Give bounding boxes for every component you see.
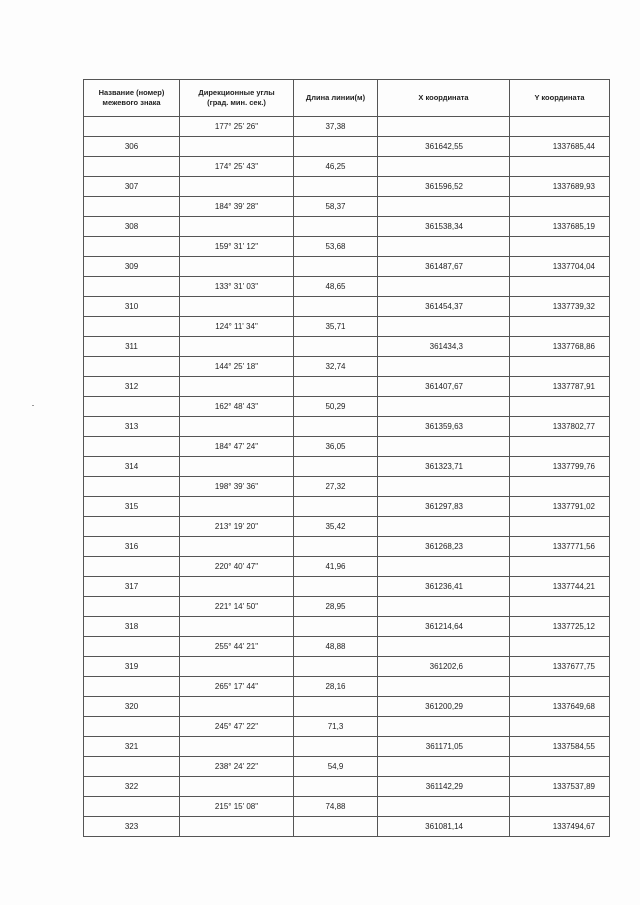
mark-name-cell: 321 [84,737,180,757]
mark-row [84,697,610,717]
segment-row [84,597,610,617]
line-length-cell [294,297,378,317]
x-coordinate-cell [378,437,510,457]
line-length-cell [294,137,378,157]
direction-angle-cell [180,137,294,157]
mark-name-cell: 318 [84,617,180,637]
x-coordinate-cell [378,597,510,617]
x-coordinate-cell [378,677,510,697]
direction-angle-cell [180,497,294,517]
mark-name-cell: 306 [84,137,180,157]
mark-row [84,537,610,557]
segment-row [84,797,610,817]
segment-row [84,717,610,737]
y-coordinate-cell: 1337744,21 [510,577,610,597]
y-coordinate-cell: 1337689,93 [510,177,610,197]
mark-name-cell [84,117,180,137]
y-coordinate-cell [510,637,610,657]
x-coordinate-cell: 361081,14 [378,817,510,837]
y-coordinate-cell [510,237,610,257]
table-body [84,117,610,837]
segment-row [84,757,610,777]
mark-name-cell: 322 [84,777,180,797]
segment-row [84,157,610,177]
mark-name-cell: 315 [84,497,180,517]
x-coordinate-cell [378,757,510,777]
line-length-cell [294,737,378,757]
x-coordinate-cell: 361538,34 [378,217,510,237]
mark-name-cell: 309 [84,257,180,277]
line-length-cell: 28,95 [294,597,378,617]
x-coordinate-cell: 361214,64 [378,617,510,637]
y-coordinate-cell: 1337799,76 [510,457,610,477]
x-coordinate-cell: 361642,55 [378,137,510,157]
line-length-cell: 48,65 [294,277,378,297]
line-length-cell: 35,42 [294,517,378,537]
direction-angle-cell [180,177,294,197]
boundary-marks-table [83,79,610,837]
segment-row [84,517,610,537]
direction-angle-cell [180,537,294,557]
mark-name-cell [84,157,180,177]
header-line-length: Длина линии(м) [294,80,378,117]
y-coordinate-cell [510,477,610,497]
line-length-cell [294,257,378,277]
x-coordinate-cell: 361323,71 [378,457,510,477]
direction-angle-cell: 159° 31' 12" [180,237,294,257]
mark-name-cell: 314 [84,457,180,477]
mark-row [84,497,610,517]
mark-row [84,417,610,437]
mark-name-cell: 312 [84,377,180,397]
line-length-cell: 32,74 [294,357,378,377]
segment-row [84,397,610,417]
y-coordinate-cell: 1337537,89 [510,777,610,797]
direction-angle-cell: 184° 47' 24" [180,437,294,457]
header-mark-name-line2: межевого знака [102,98,161,107]
y-coordinate-cell [510,597,610,617]
direction-angle-cell: 238° 24' 22" [180,757,294,777]
mark-row [84,257,610,277]
mark-name-cell: 310 [84,297,180,317]
y-coordinate-cell: 1337768,86 [510,337,610,357]
direction-angle-cell [180,737,294,757]
line-length-cell [294,537,378,557]
y-coordinate-cell [510,797,610,817]
y-coordinate-cell [510,437,610,457]
direction-angle-cell: 184° 39' 28" [180,197,294,217]
x-coordinate-cell: 361142,29 [378,777,510,797]
mark-name-cell: 316 [84,537,180,557]
line-length-cell: 53,68 [294,237,378,257]
y-coordinate-cell [510,517,610,537]
x-coordinate-cell [378,277,510,297]
mark-name-cell [84,437,180,457]
table-header-row [84,80,610,117]
header-mark-name [84,80,180,117]
line-length-cell [294,337,378,357]
x-coordinate-cell: 361434,3 [378,337,510,357]
mark-name-cell: 308 [84,217,180,237]
x-coordinate-cell: 361487,67 [378,257,510,277]
mark-row [84,297,610,317]
direction-angle-cell: 221° 14' 50" [180,597,294,617]
line-length-cell: 58,37 [294,197,378,217]
mark-row [84,217,610,237]
direction-angle-cell: 213° 19' 20" [180,517,294,537]
x-coordinate-cell: 361202,6 [378,657,510,677]
x-coordinate-cell [378,797,510,817]
line-length-cell [294,817,378,837]
direction-angle-cell [180,617,294,637]
x-coordinate-cell [378,117,510,137]
direction-angle-cell [180,577,294,597]
mark-row [84,177,610,197]
mark-name-cell [84,237,180,257]
mark-name-cell: 319 [84,657,180,677]
x-coordinate-cell: 361596,52 [378,177,510,197]
y-coordinate-cell: 1337802,77 [510,417,610,437]
segment-row [84,237,610,257]
mark-row [84,577,610,597]
segment-row [84,477,610,497]
x-coordinate-cell: 361171,05 [378,737,510,757]
direction-angle-cell: 245° 47' 22" [180,717,294,737]
x-coordinate-cell [378,157,510,177]
segment-row [84,357,610,377]
header-mark-name-line1: Название (номер) [98,88,165,97]
y-coordinate-cell: 1337725,12 [510,617,610,637]
header-x-coordinate: X координата [378,80,510,117]
line-length-cell: 54,9 [294,757,378,777]
direction-angle-cell [180,457,294,477]
mark-name-cell [84,317,180,337]
direction-angle-cell: 215° 15' 08" [180,797,294,817]
line-length-cell: 36,05 [294,437,378,457]
y-coordinate-cell [510,717,610,737]
mark-row [84,817,610,837]
y-coordinate-cell: 1337685,44 [510,137,610,157]
segment-row [84,557,610,577]
mark-row [84,337,610,357]
direction-angle-cell: 255° 44' 21" [180,637,294,657]
line-length-cell: 35,71 [294,317,378,337]
direction-angle-cell: 162° 48' 43" [180,397,294,417]
mark-name-cell [84,517,180,537]
line-length-cell: 50,29 [294,397,378,417]
line-length-cell: 28,16 [294,677,378,697]
line-length-cell: 71,3 [294,717,378,737]
direction-angle-cell: 265° 17' 44" [180,677,294,697]
scan-speck [32,405,34,406]
mark-name-cell: 323 [84,817,180,837]
segment-row [84,197,610,217]
direction-angle-cell [180,817,294,837]
mark-name-cell [84,757,180,777]
y-coordinate-cell [510,317,610,337]
line-length-cell: 46,25 [294,157,378,177]
segment-row [84,437,610,457]
y-coordinate-cell: 1337791,02 [510,497,610,517]
line-length-cell [294,657,378,677]
line-length-cell: 27,32 [294,477,378,497]
x-coordinate-cell [378,717,510,737]
direction-angle-cell: 133° 31' 03" [180,277,294,297]
mark-name-cell [84,357,180,377]
x-coordinate-cell [378,397,510,417]
direction-angle-cell [180,297,294,317]
mark-row [84,457,610,477]
line-length-cell [294,697,378,717]
y-coordinate-cell [510,557,610,577]
x-coordinate-cell [378,477,510,497]
mark-name-cell: 307 [84,177,180,197]
line-length-cell [294,377,378,397]
direction-angle-cell: 177° 25' 26" [180,117,294,137]
mark-name-cell [84,597,180,617]
direction-angle-cell [180,657,294,677]
mark-row [84,137,610,157]
segment-row [84,677,610,697]
mark-name-cell [84,797,180,817]
direction-angle-cell: 124° 11' 34" [180,317,294,337]
y-coordinate-cell [510,157,610,177]
line-length-cell [294,577,378,597]
mark-name-cell [84,717,180,737]
line-length-cell [294,217,378,237]
x-coordinate-cell [378,637,510,657]
header-angle-line1: Дирекционные углы [198,88,275,97]
direction-angle-cell [180,417,294,437]
y-coordinate-cell: 1337685,19 [510,217,610,237]
mark-name-cell [84,477,180,497]
x-coordinate-cell [378,197,510,217]
segment-row [84,637,610,657]
y-coordinate-cell [510,197,610,217]
line-length-cell [294,457,378,477]
x-coordinate-cell: 361359,63 [378,417,510,437]
mark-row [84,657,610,677]
direction-angle-cell: 174° 25' 43" [180,157,294,177]
segment-row [84,317,610,337]
line-length-cell: 74,88 [294,797,378,817]
mark-name-cell: 320 [84,697,180,717]
line-length-cell [294,417,378,437]
y-coordinate-cell [510,277,610,297]
mark-name-cell [84,197,180,217]
direction-angle-cell: 220° 40' 47" [180,557,294,577]
line-length-cell [294,497,378,517]
x-coordinate-cell [378,317,510,337]
y-coordinate-cell: 1337677,75 [510,657,610,677]
mark-name-cell [84,677,180,697]
direction-angle-cell [180,377,294,397]
mark-row [84,777,610,797]
direction-angle-cell: 144° 25' 18" [180,357,294,377]
direction-angle-cell: 198° 39' 36" [180,477,294,497]
mark-name-cell: 317 [84,577,180,597]
mark-row [84,617,610,637]
y-coordinate-cell [510,757,610,777]
line-length-cell [294,617,378,637]
line-length-cell: 41,96 [294,557,378,577]
direction-angle-cell [180,697,294,717]
mark-name-cell [84,557,180,577]
y-coordinate-cell: 1337787,91 [510,377,610,397]
x-coordinate-cell: 361200,29 [378,697,510,717]
x-coordinate-cell: 361297,83 [378,497,510,517]
y-coordinate-cell: 1337704,04 [510,257,610,277]
line-length-cell [294,177,378,197]
direction-angle-cell [180,337,294,357]
y-coordinate-cell [510,397,610,417]
mark-name-cell: 313 [84,417,180,437]
y-coordinate-cell: 1337739,32 [510,297,610,317]
y-coordinate-cell: 1337494,67 [510,817,610,837]
y-coordinate-cell: 1337584,55 [510,737,610,757]
header-y-coordinate: Y координата [510,80,610,117]
line-length-cell: 48,88 [294,637,378,657]
x-coordinate-cell: 361268,23 [378,537,510,557]
y-coordinate-cell [510,677,610,697]
mark-row [84,737,610,757]
x-coordinate-cell: 361407,67 [378,377,510,397]
mark-row [84,377,610,397]
segment-row [84,117,610,137]
y-coordinate-cell: 1337649,68 [510,697,610,717]
x-coordinate-cell [378,237,510,257]
y-coordinate-cell [510,117,610,137]
x-coordinate-cell: 361454,37 [378,297,510,317]
line-length-cell [294,777,378,797]
direction-angle-cell [180,217,294,237]
x-coordinate-cell [378,357,510,377]
mark-name-cell [84,397,180,417]
header-direction-angle [180,80,294,117]
x-coordinate-cell: 361236,41 [378,577,510,597]
mark-name-cell [84,637,180,657]
mark-name-cell: 311 [84,337,180,357]
segment-row [84,277,610,297]
y-coordinate-cell [510,357,610,377]
x-coordinate-cell [378,557,510,577]
mark-name-cell [84,277,180,297]
y-coordinate-cell: 1337771,56 [510,537,610,557]
direction-angle-cell [180,257,294,277]
x-coordinate-cell [378,517,510,537]
direction-angle-cell [180,777,294,797]
header-angle-line2: (град. мин. сек.) [207,98,266,107]
line-length-cell: 37,38 [294,117,378,137]
